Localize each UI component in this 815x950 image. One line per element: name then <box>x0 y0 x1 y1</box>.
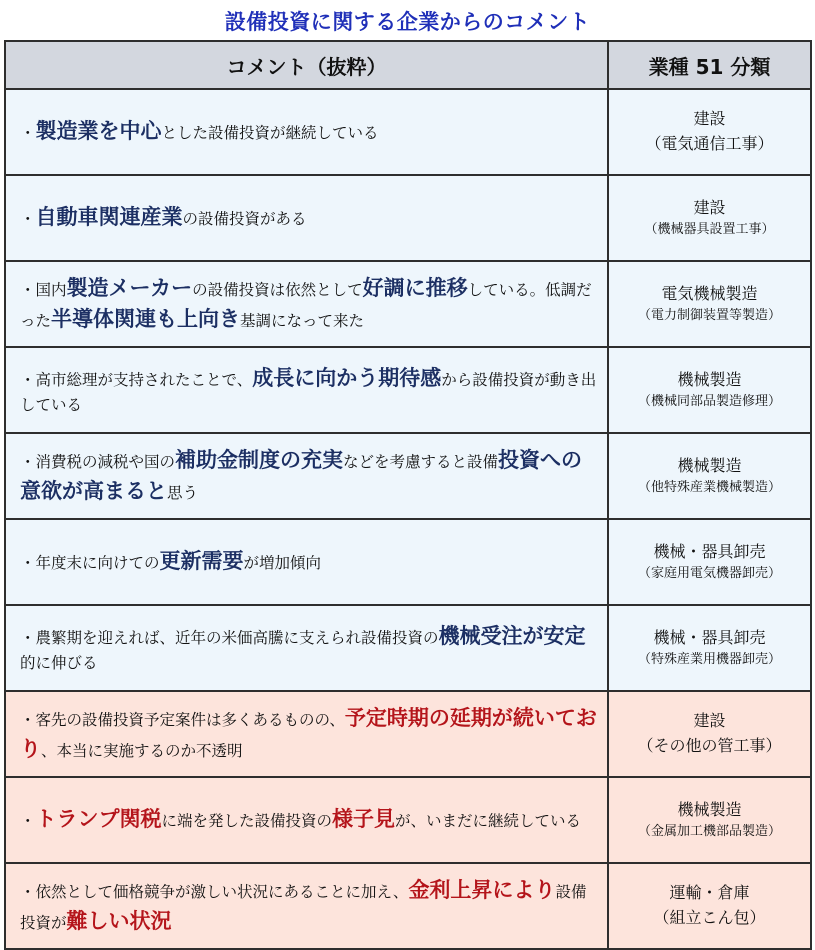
table-row <box>5 261 811 347</box>
comment-highlight: 様子見 <box>332 807 396 832</box>
industry-cell <box>608 433 811 519</box>
comment-cell <box>5 347 608 433</box>
industry-cell <box>608 691 811 777</box>
comment-text: から設備投資が動き出している <box>20 370 597 415</box>
comment-highlight: 投資への意欲が高まると <box>20 447 583 503</box>
industry-cell <box>608 261 811 347</box>
comment-cell <box>5 433 608 519</box>
comment-highlight: 半導体関連も上向き <box>51 307 241 331</box>
comments-table <box>4 40 812 950</box>
industry-name: 運輸・倉庫 <box>669 883 750 903</box>
industry-name: 機械製造 <box>677 455 742 475</box>
comment-highlight: 補助金制度の充実 <box>175 447 344 472</box>
industry-name: 機械・器具卸売 <box>653 627 766 647</box>
comment-text: 基調になって来た <box>240 312 365 330</box>
industry-subcategory: （他特殊産業機械製造） <box>637 480 781 496</box>
table-row <box>5 519 811 605</box>
comment-highlight: トランプ関税 <box>35 807 162 832</box>
industry-subcategory: （機械同部品製造修理） <box>637 394 781 410</box>
table-row <box>5 89 811 175</box>
comment-cell <box>5 863 608 949</box>
comment-cell <box>5 777 608 863</box>
table-body <box>5 89 811 949</box>
table-header-row <box>5 41 811 89</box>
table-row <box>5 347 811 433</box>
comment-highlight: 機械受注が安定 <box>438 623 586 648</box>
comment-cell <box>5 519 608 605</box>
comment-text: が、いまだに継続している <box>395 812 582 831</box>
industry-name: 建設 <box>693 109 726 129</box>
industry-subcategory: （電気通信工事） <box>645 134 774 153</box>
comment-text: の設備投資は依然として <box>192 280 363 299</box>
industry-name: 機械製造 <box>677 369 742 389</box>
industry-column-header: 業種 51 分類 <box>608 41 811 89</box>
comment-highlight: 予定時期の延期が続いており <box>20 705 597 761</box>
comment-text: 的に伸びる <box>20 654 98 673</box>
industry-name: 機械・器具卸売 <box>653 541 766 561</box>
table-row <box>5 777 811 863</box>
industry-cell <box>608 605 811 691</box>
comment-text: などを考慮すると設備 <box>343 452 499 471</box>
page-title: 設備投資に関する企業からのコメント <box>224 10 591 34</box>
industry-name: 建設 <box>693 711 726 731</box>
comment-cell <box>5 175 608 261</box>
industry-cell <box>608 777 811 863</box>
comment-text: ・ <box>20 210 36 229</box>
comment-highlight: 更新需要 <box>159 549 244 574</box>
comment-cell <box>5 261 608 347</box>
comment-text: 、本当に実施するのか不透明 <box>41 742 243 760</box>
table-row <box>5 691 811 777</box>
industry-name: 電気機械製造 <box>661 283 758 303</box>
comment-text: ・ <box>20 124 36 143</box>
comment-text: ・高市総理が支持されたことで、 <box>20 370 253 389</box>
table-row <box>5 175 811 261</box>
industry-name: 機械製造 <box>677 799 742 819</box>
comment-text: ・ <box>20 812 36 831</box>
comment-text: に端を発した設備投資の <box>161 812 333 831</box>
industry-subcategory: （特殊産業用機器卸売） <box>637 652 781 668</box>
comment-text: 設備投資が <box>20 882 587 932</box>
comment-text: ・客先の設備投資予定案件は多くあるものの、 <box>20 710 345 729</box>
comment-text: 思う <box>167 484 199 502</box>
industry-subcategory: （家庭用電気機器卸売） <box>637 566 781 582</box>
comment-text: が増加傾向 <box>243 554 322 573</box>
industry-subcategory: （機械器具設置工事） <box>644 222 775 238</box>
comment-cell <box>5 605 608 691</box>
industry-cell <box>608 175 811 261</box>
industry-cell <box>608 347 811 433</box>
industry-subcategory: （組立こん包） <box>653 908 766 927</box>
comment-text: の設備投資がある <box>182 210 307 229</box>
industry-cell <box>608 89 811 175</box>
comment-text: とした設備投資が継続している <box>161 124 379 143</box>
comment-highlight: 自動車関連産業 <box>35 205 183 230</box>
table-row <box>5 433 811 519</box>
industry-cell <box>608 863 811 949</box>
comment-text: ・依然として価格競争が激しい状況にあることに加え、 <box>20 882 409 901</box>
industry-subcategory: （電力制御装置等製造） <box>637 308 781 324</box>
industry-subcategory: （その他の管工事） <box>637 736 782 755</box>
comment-highlight: 金利上昇により <box>408 877 556 902</box>
industry-cell <box>608 519 811 605</box>
comment-highlight: 製造メーカー <box>66 275 193 300</box>
comment-text: している。低調だった <box>20 280 592 330</box>
comment-text: ・消費税の減税や国の <box>20 452 176 471</box>
comment-text: ・国内 <box>20 280 67 299</box>
comment-cell <box>5 89 608 175</box>
comment-text: ・農繁期を迎えれば、近年の米価高騰に支えられ設備投資の <box>20 628 439 647</box>
comment-highlight: 成長に向かう期待感 <box>252 365 442 390</box>
comment-cell <box>5 691 608 777</box>
comment-highlight: 製造業を中心 <box>35 119 162 144</box>
comment-text: ・年度末に向けての <box>20 554 160 573</box>
industry-name: 建設 <box>693 197 726 217</box>
table-row <box>5 605 811 691</box>
comment-column-header: コメント（抜粋） <box>5 41 608 89</box>
industry-subcategory: （金属加工機部品製造） <box>637 824 781 840</box>
comment-highlight: 好調に推移 <box>362 275 468 300</box>
comment-highlight: 難しい状況 <box>66 909 172 933</box>
table-row <box>5 863 811 949</box>
